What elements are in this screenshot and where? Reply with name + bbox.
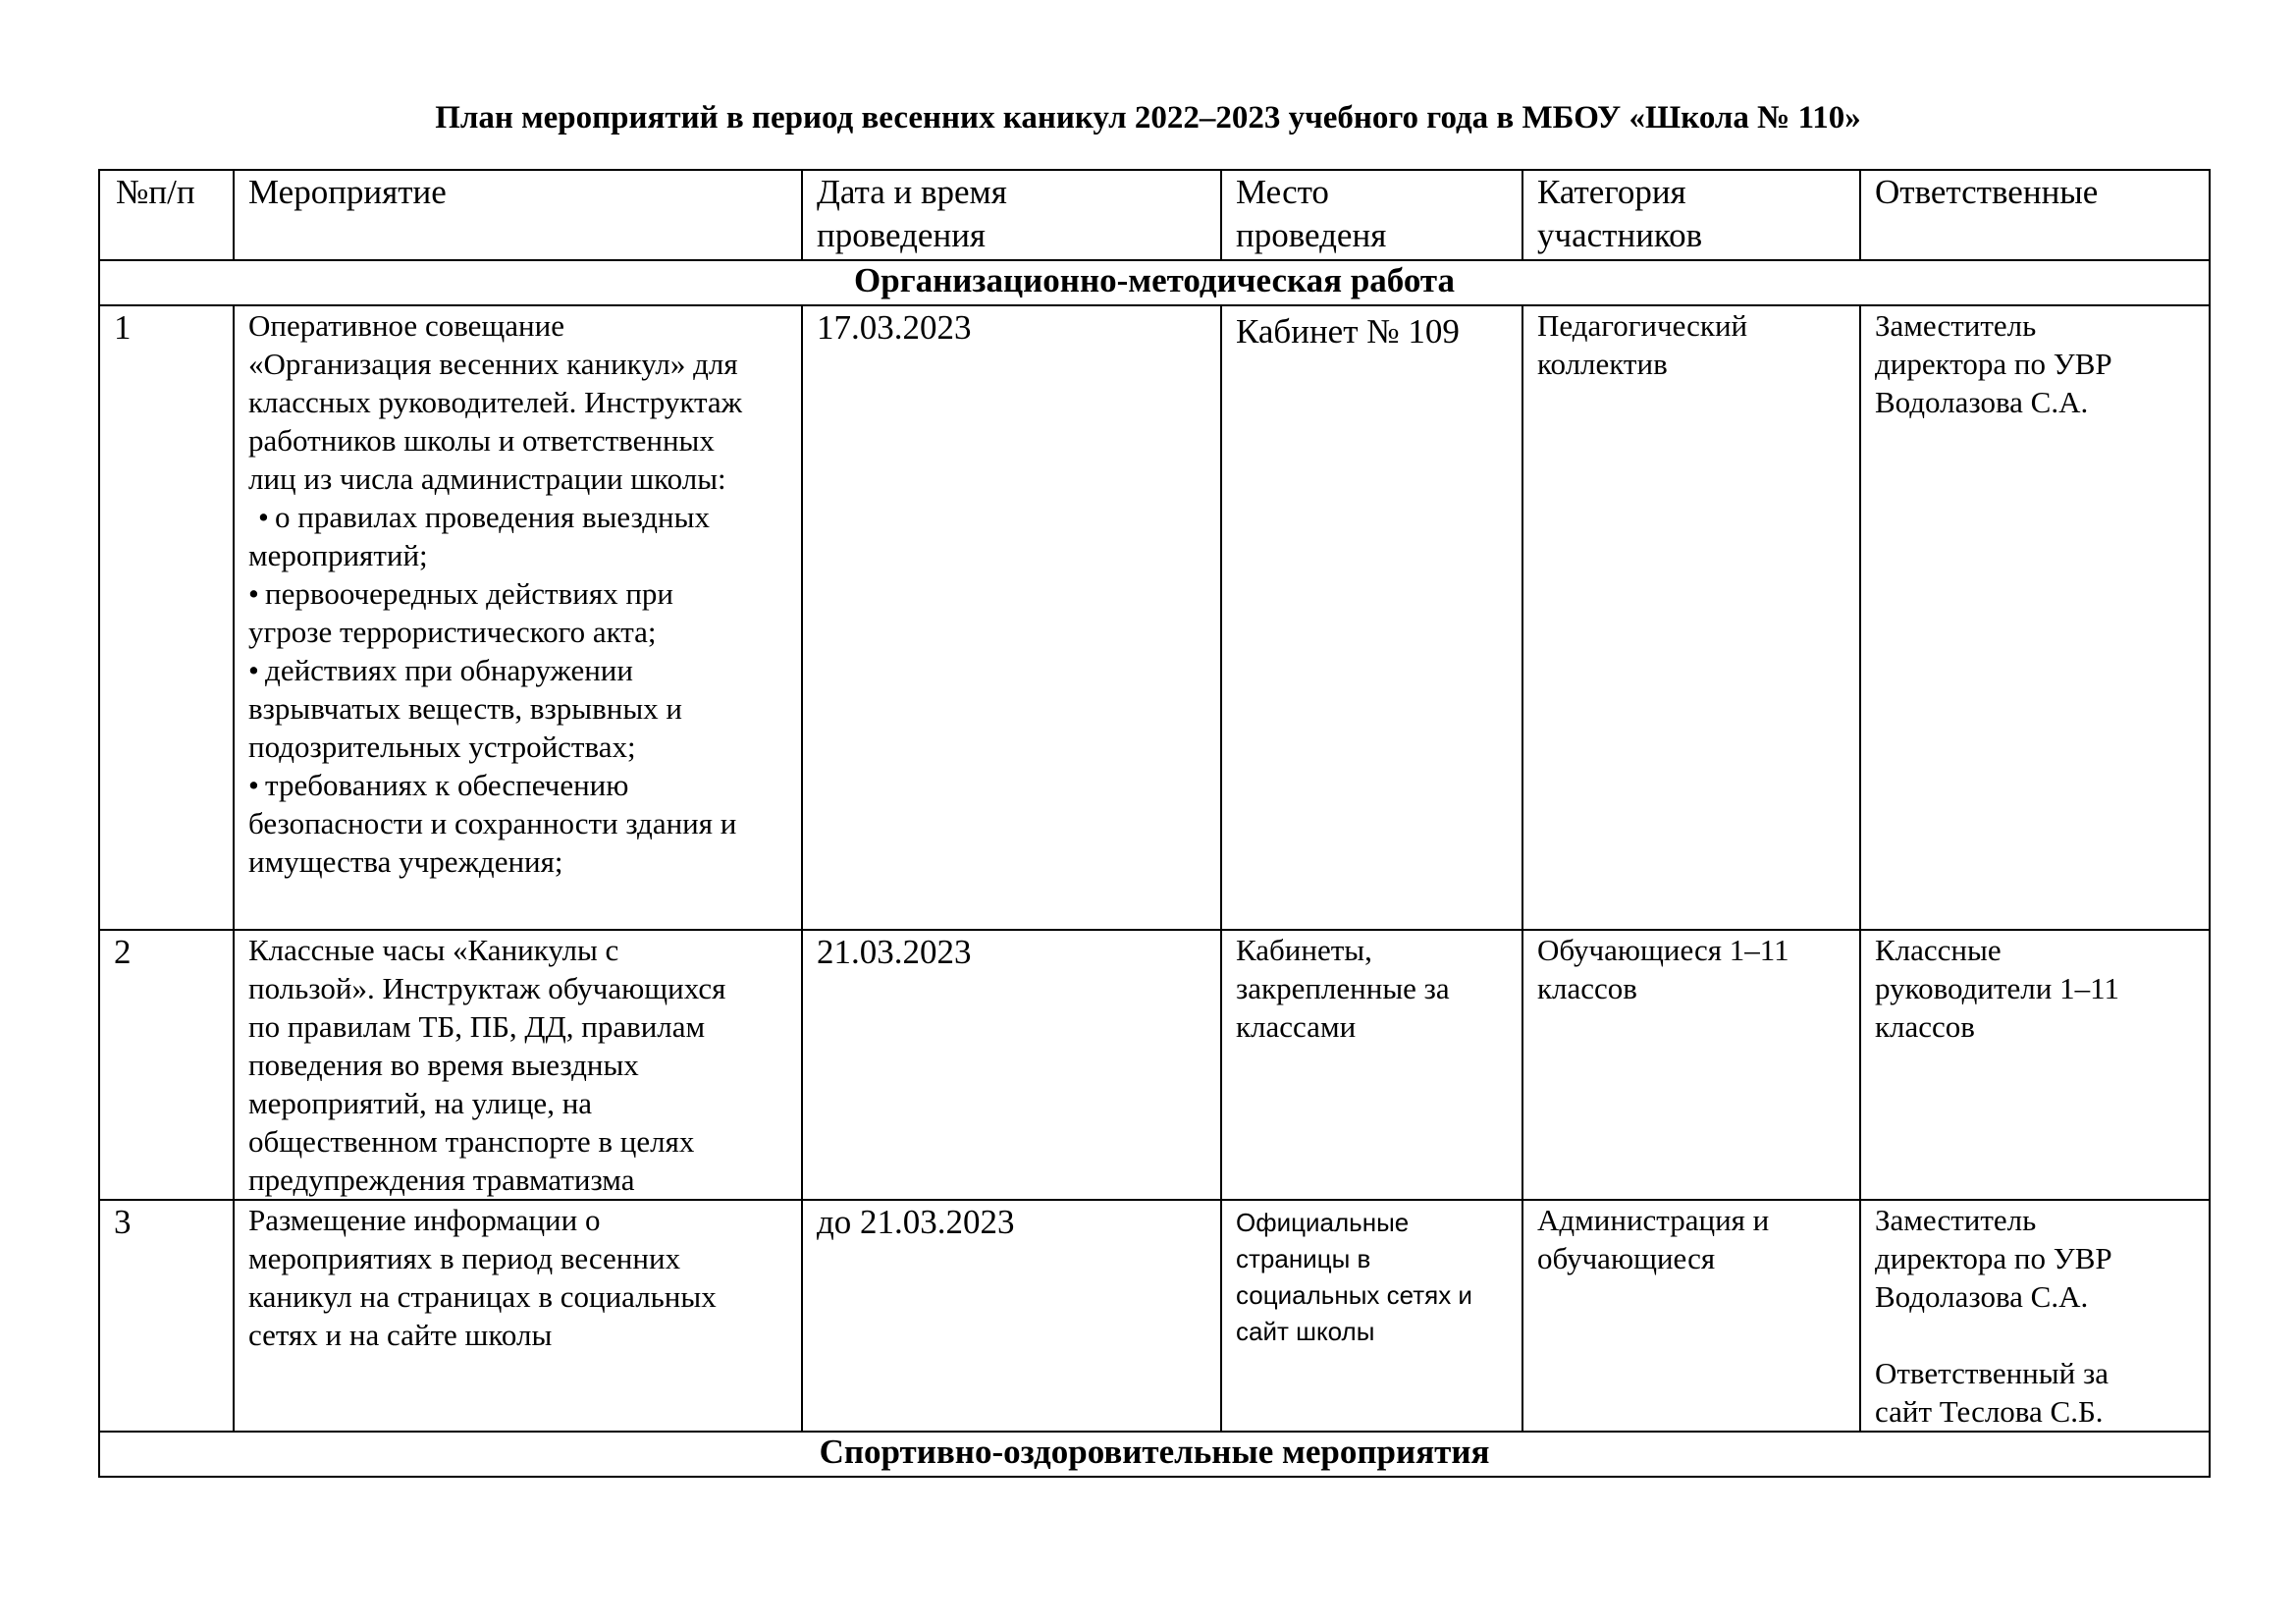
header-date-line: Дата и время [817, 173, 1007, 211]
document-title: План мероприятий в период весенних каникул 2022–2023 учебного года в МБОУ «Школа № 110» [435, 100, 1861, 135]
bullet-text: требованиях к обеспечению [265, 768, 629, 802]
event-line: поведения во время выездных [248, 1048, 639, 1082]
event-line: безопасности и сохранности здания и [248, 806, 737, 840]
event-line: взрывчатых веществ, взрывных и [248, 691, 683, 726]
bullet-text: о правилах проведения выездных [275, 500, 710, 534]
header-category [1522, 170, 1860, 260]
row-category [1522, 305, 1860, 930]
place-line: Кабинеты, [1236, 933, 1372, 967]
responsible-line: Ответственный за [1875, 1356, 2109, 1390]
section-title-sports: Спортивно-оздоровительные мероприятия [99, 1432, 2210, 1477]
bullet-icon [258, 500, 275, 534]
category-line: Педагогический [1537, 308, 1748, 343]
category-line: обучающиеся [1537, 1241, 1716, 1275]
table-row [99, 930, 2210, 1200]
table-row [99, 305, 2210, 930]
event-line: угрозе террористического акта; [248, 615, 657, 649]
bullet-text: действиях при обнаружении [265, 653, 633, 687]
header-responsible: Ответственные [1860, 170, 2210, 260]
row-place: Кабинет № 109 [1221, 305, 1522, 930]
row-num: 1 [99, 305, 234, 930]
row-num: 2 [99, 930, 234, 1200]
event-line: мероприятий; [248, 538, 428, 572]
row-date: до 21.03.2023 [802, 1200, 1221, 1432]
header-place [1221, 170, 1522, 260]
responsible-line: Водолазова С.А. [1875, 1279, 2089, 1314]
row-responsible [1860, 930, 2210, 1200]
bullet-icon [248, 768, 265, 802]
row-category [1522, 930, 1860, 1200]
event-line: каникул на страницах в социальных [248, 1279, 717, 1314]
event-line: подозрительных устройствах; [248, 730, 636, 764]
event-line: «Организация весенних каникул» для [248, 347, 738, 381]
place-line: классами [1236, 1009, 1357, 1044]
row-event [234, 1200, 802, 1432]
bullet-icon [248, 653, 265, 687]
header-category-line: Категория [1537, 173, 1686, 211]
responsible-line: классов [1875, 1009, 1975, 1044]
row-responsible [1860, 305, 2210, 930]
row-num: 3 [99, 1200, 234, 1432]
row-place [1221, 930, 1522, 1200]
row-date: 21.03.2023 [802, 930, 1221, 1200]
event-line: мероприятий, на улице, на [248, 1086, 593, 1120]
header-place-line: Место [1236, 173, 1329, 211]
category-line: классов [1537, 971, 1637, 1005]
header-date [802, 170, 1221, 260]
row-date: 17.03.2023 [802, 305, 1221, 930]
event-line: имущества учреждения; [248, 844, 563, 879]
section-title-organizational: Организационно-методическая работа [99, 260, 2210, 305]
responsible-line: директора по УВР [1875, 1241, 2112, 1275]
event-line: мероприятиях в период весенних [248, 1241, 681, 1275]
event-line: общественном транспорте в целях [248, 1124, 695, 1159]
row-event [234, 930, 802, 1200]
event-line: сетях и на сайте школы [248, 1318, 553, 1352]
row-place [1221, 1200, 1522, 1432]
category-line: Обучающиеся 1–11 [1537, 933, 1789, 967]
event-line: пользой». Инструктаж обучающихся [248, 971, 726, 1005]
row-category [1522, 1200, 1860, 1432]
place-line: закрепленные за [1236, 971, 1450, 1005]
row-responsible [1860, 1200, 2210, 1432]
responsible-line: директора по УВР [1875, 347, 2112, 381]
place-line: социальных сетях и [1236, 1280, 1472, 1310]
row-event [234, 305, 802, 930]
responsible-line: Заместитель [1875, 1203, 2037, 1237]
bullet-item [248, 651, 787, 689]
responsible-line: руководители 1–11 [1875, 971, 2119, 1005]
bullet-item [248, 766, 787, 804]
responsible-line: Водолазова С.А. [1875, 385, 2089, 419]
category-line: Администрация и [1537, 1203, 1770, 1237]
bullet-item [248, 498, 787, 536]
event-line: работников школы и ответственных [248, 423, 715, 458]
table-row [99, 1200, 2210, 1432]
responsible-line: сайт Теслова С.Б. [1875, 1394, 2104, 1429]
event-line: Классные часы «Каникулы с [248, 933, 619, 967]
place-line: Официальные [1236, 1208, 1410, 1237]
category-line: коллектив [1537, 347, 1668, 381]
events-plan-table [98, 169, 2211, 1478]
event-line: лиц из числа администрации школы: [248, 461, 726, 496]
responsible-line: Классные [1875, 933, 2002, 967]
header-category-line: участников [1537, 216, 1703, 254]
section-row [99, 260, 2210, 305]
event-line: Оперативное совещание [248, 308, 564, 343]
event-line: Размещение информации о [248, 1203, 601, 1237]
table-header-row [99, 170, 2210, 260]
section-row [99, 1432, 2210, 1477]
place-line: сайт школы [1236, 1317, 1375, 1346]
bullet-icon [248, 576, 265, 611]
responsible-line: Заместитель [1875, 308, 2037, 343]
bullet-item [248, 574, 787, 613]
event-line: классных руководителей. Инструктаж [248, 385, 743, 419]
header-place-line: проведеня [1236, 216, 1387, 254]
place-line: страницы в [1236, 1244, 1371, 1273]
header-num: №п/п [99, 170, 234, 260]
event-line: предупреждения травматизма [248, 1163, 635, 1197]
header-event: Мероприятие [234, 170, 802, 260]
event-line: по правилам ТБ, ПБ, ДД, правилам [248, 1009, 706, 1044]
header-date-line: проведения [817, 216, 987, 254]
bullet-text: первоочередных действиях при [265, 576, 674, 611]
spacer [1875, 1316, 2195, 1354]
